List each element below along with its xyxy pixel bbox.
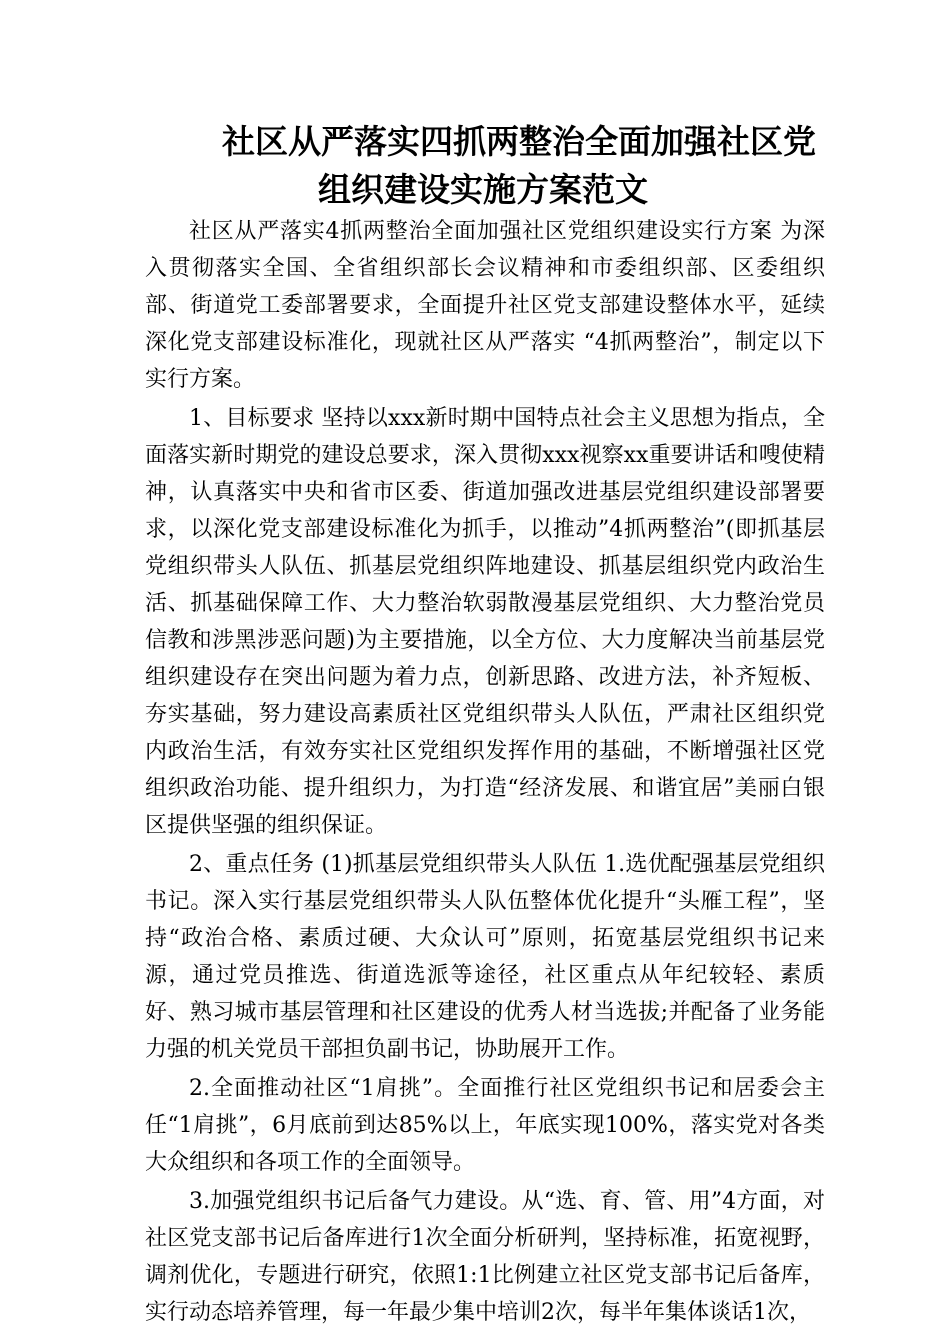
paragraph-intro: 社区从严落实4抓两整治全面加强社区党组织建设实行方案 为深入贯彻落实全国、全省组织部长会议精神和市委组织部、区委组织部、街道党工委部署要求，全面提升社区党支部建设整体水平，延续深化党支部建设标准化，现就社区从严落实 “4抓两整治”，制定以下实行方案。 — [145, 219, 825, 392]
document-body — [145, 213, 825, 1331]
paragraph-reserve-force: 3.加强党组织书记后备气力建设。从“选、育、管、用”4方面，对社区党支部书记后备库进行1次全面分析研判，坚持标准，拓宽视野，调剂优化，专题进行研究，依照1:1比例建立社区党支部书记后备库，实行动态培养管理，每一年最少集中培训2次，每半年集体谈话1次， — [145, 1189, 825, 1325]
paragraph-goals: 1、目标要求 坚持以xxx新时期中国特点社会主义思想为指点，全面落实新时期党的建设总要求，深入贯彻xxx视察xx重要讲话和嗖使精神，认真落实中央和省市区委、街道加强改进基层党组织建设部署要求，以深化党支部建设标准化为抓手，以推动”4抓两整治”(即抓基层党组织带头人队伍、抓基层党组织阵地建设、抓基层组织党内政治生活、抓基础保障工作、大力整治软弱散漫基层党组织、大力整治党员信教和涉黑涉恶问题)为主要措施，以全方位、大力度解决当前基层党组织建设存在突出问题为着力点，创新思路、改进方法，补齐短板、夯实基础，努力建设高素质社区党组织带头人队伍，严肃社区组织党内政治生活，有效夯实社区党组织发挥作用的基础，不断增强社区党组织政治功能、提升组织力，为打造“经济发展、和谐宜居”美丽白银区提供坚强的组织保证。 — [145, 406, 825, 838]
paragraph-one-shoulder: 2.全面推动社区“1肩挑”。全面推行社区党组织书记和居委会主任“1肩挑”，6月底前到达85%以上，年底实现100%，落实党对各类大众组织和各项工作的全面领导。 — [145, 1076, 825, 1175]
paragraph-key-tasks: 2、重点任务 (1)抓基层党组织带头人队伍 1.选优配强基层党组织书记。深入实行基层党组织带头人队伍整体优化提升“头雁工程”，坚持“政治合格、素质过硬、大众认可”原则，拓宽基层党组织书记来源，通过党员推选、街道选派等途径，社区重点从年纪较轻、素质好、熟习城市基层管理和社区建设的优秀人材当选拔;并配备了业务能力强的机关党员干部担负副书记，协助展开工作。 — [145, 852, 825, 1062]
document-title-line-1: 社区从严落实四抓两整治全面加强社区党 — [222, 122, 816, 161]
document-title-line-2: 组织建设实施方案范文 — [318, 170, 648, 209]
